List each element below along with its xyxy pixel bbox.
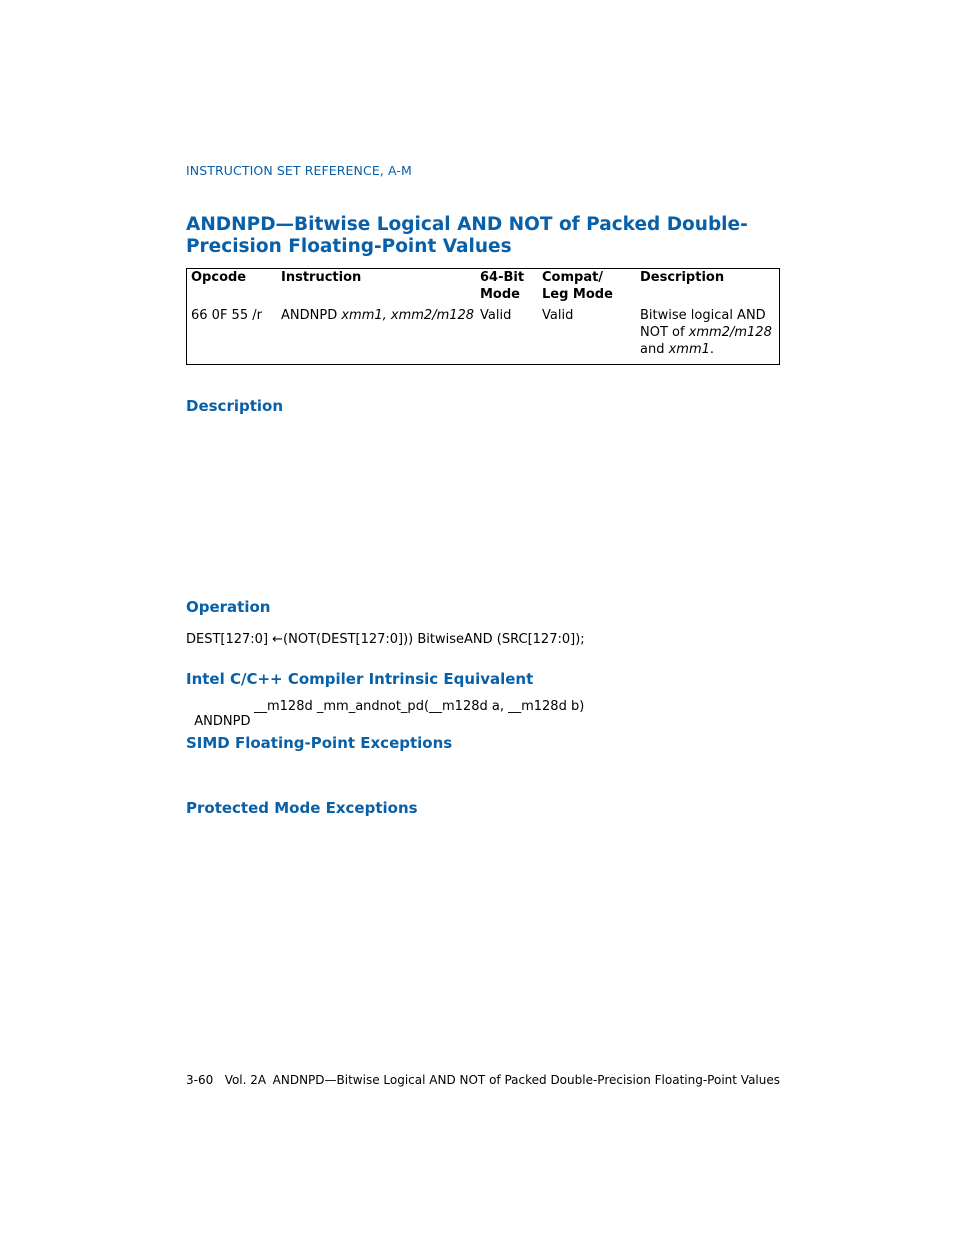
description-line2-prefix: NOT of	[640, 325, 689, 340]
col-header-64bit-line2: Mode	[480, 287, 520, 302]
cell-opcode: 66 0F 55 /r	[191, 308, 262, 323]
instruction-mnemonic: ANDNPD	[281, 308, 338, 323]
opcode-table-header-row	[187, 269, 780, 308]
section-heading-description: Description	[186, 397, 284, 415]
description-line2-operand: xmm2/m128	[688, 325, 772, 340]
description-line1: Bitwise logical AND	[640, 308, 766, 323]
cell-64bit-mode: Valid	[480, 308, 512, 323]
col-header-64bit-line1: 64-Bit	[480, 270, 525, 285]
footer-page-number: 3-60	[186, 1073, 214, 1087]
col-header-64bit-mode	[476, 269, 538, 308]
intrinsic-signature: __m128d _mm_andnot_pd(__m128d a, __m128d b)	[254, 699, 585, 714]
col-header-description: Description	[640, 270, 725, 285]
section-heading-simd-exceptions: SIMD Floating-Point Exceptions	[186, 734, 453, 752]
col-header-instruction: Instruction	[281, 270, 362, 285]
running-header: INSTRUCTION SET REFERENCE, A-M	[186, 163, 412, 178]
intrinsic-line	[186, 699, 250, 729]
col-header-compat-line2: Leg Mode	[542, 287, 613, 302]
col-header-compat-line1: Compat/	[542, 270, 604, 285]
intrinsic-name: ANDNPD	[194, 714, 251, 729]
page-title: ANDNPD—Bitwise Logical AND NOT of Packed Double-Precision Floating-Point Values	[186, 214, 748, 257]
instruction-operands: xmm1, xmm2/m128	[341, 308, 475, 323]
operation-code: DEST[127:0] ←(NOT(DEST[127:0])) BitwiseAND (SRC[127:0]);	[186, 632, 585, 647]
description-line3-prefix: and	[640, 342, 669, 357]
footer-volume: Vol. 2A	[224, 1073, 267, 1087]
col-header-opcode: Opcode	[191, 270, 247, 285]
cell-compat-mode: Valid	[542, 308, 574, 323]
cell-instruction	[277, 307, 476, 365]
section-heading-protected-mode: Protected Mode Exceptions	[186, 799, 418, 817]
footer-page-info	[186, 1073, 266, 1087]
opcode-table-row	[187, 307, 780, 365]
description-line3-operand: xmm1	[668, 342, 710, 357]
section-heading-intrinsic: Intel C/C++ Compiler Intrinsic Equivalent	[186, 670, 534, 688]
cell-description	[636, 307, 780, 365]
section-heading-operation: Operation	[186, 598, 271, 616]
col-header-compat-mode	[538, 269, 636, 308]
opcode-table	[186, 268, 780, 365]
footer-title: ANDNPD—Bitwise Logical AND NOT of Packed Double-Precision Floating-Point Values	[272, 1073, 780, 1087]
description-line3-suffix: .	[709, 342, 715, 357]
